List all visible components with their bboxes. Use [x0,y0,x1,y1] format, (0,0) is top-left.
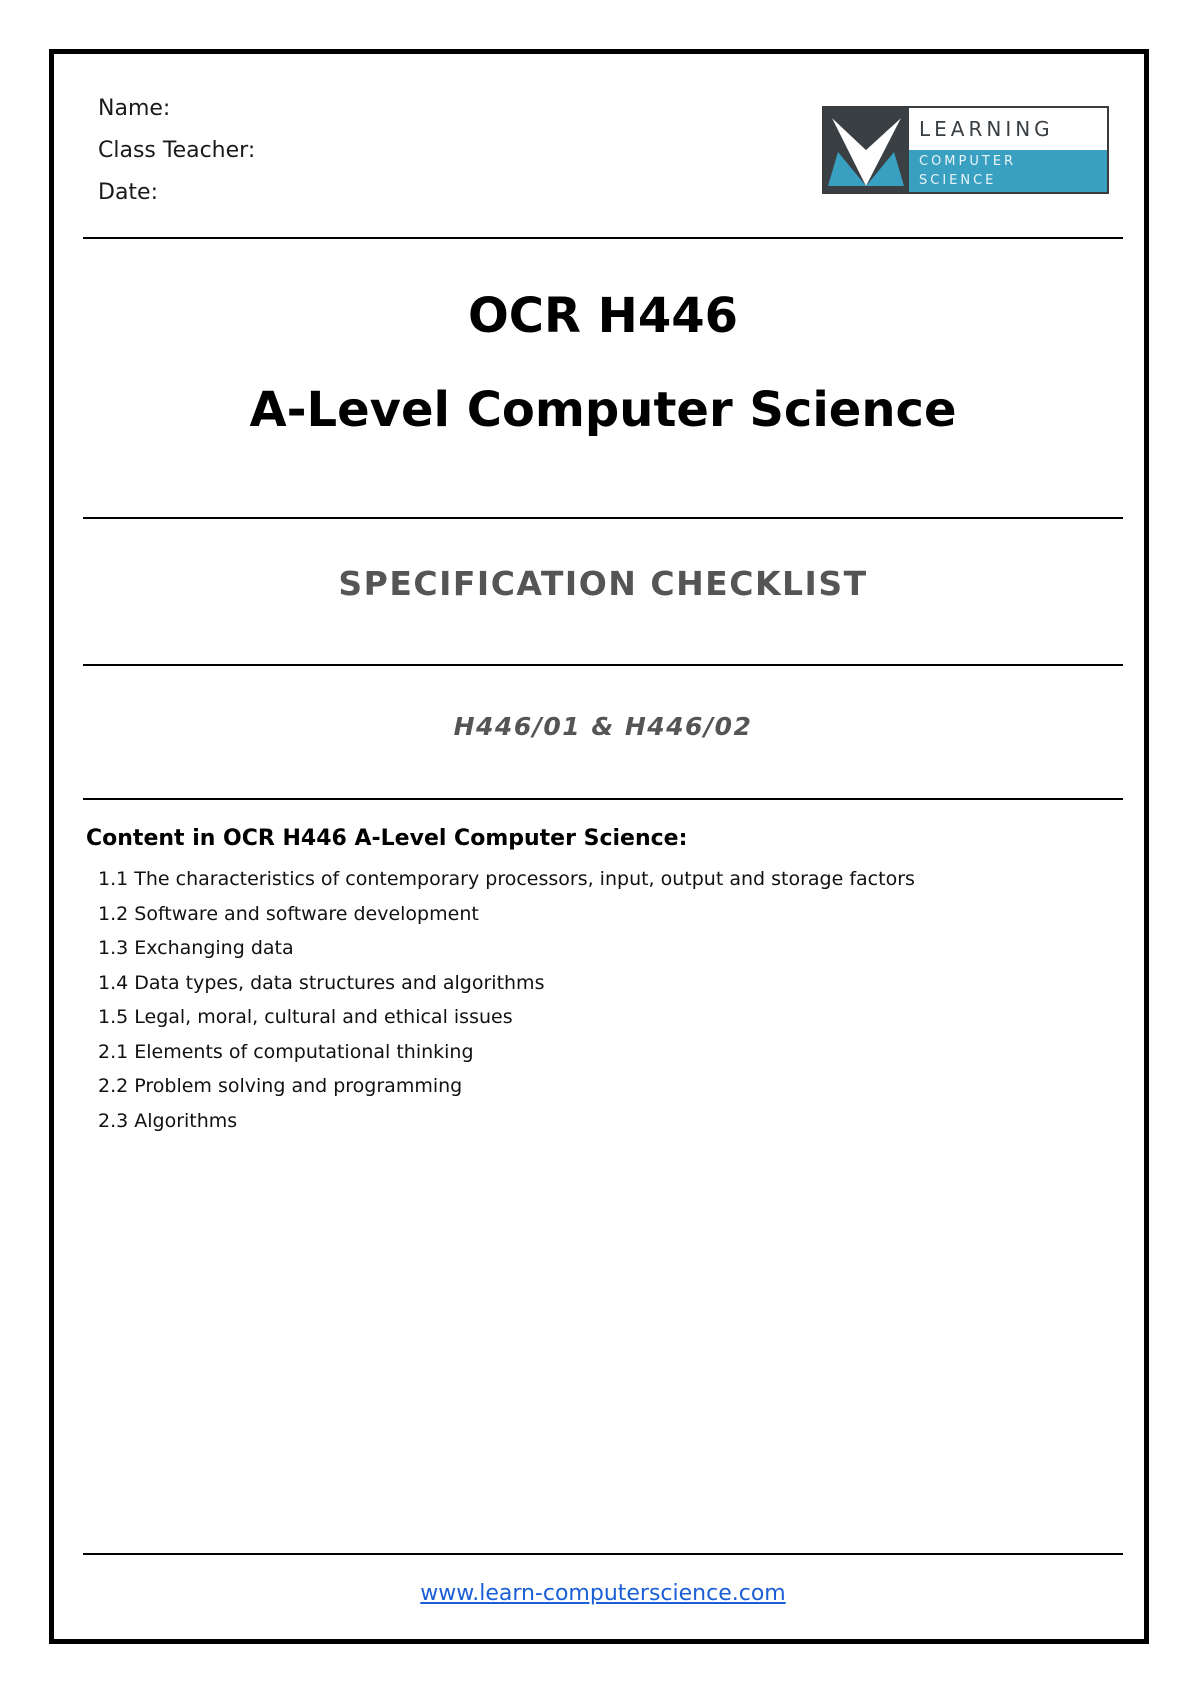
title-line-1: OCR H446 [467,288,739,344]
logo-wordmark-top: LEARNING [909,108,1107,150]
student-details [98,88,255,214]
list-item: 1.2 Software and software development [98,902,479,925]
list-item: 2.2 Problem solving and programming [98,1075,463,1097]
list-item: 1.4 Data types, data structures and algorithms [98,971,545,994]
content-heading: Content in OCR H446 A-Level Computer Science: [86,826,688,851]
class-teacher-label: Class Teacher: [98,138,256,163]
logo-wordmark-bottom [909,150,1107,192]
website-link[interactable]: www.learn-computerscience.com [420,1581,786,1606]
divider [83,237,1123,239]
divider [83,798,1123,800]
paper-codes: H446/01 & H446/02 [453,712,753,741]
logo-line-science: SCIENCE [919,173,997,188]
logo-line-computer: COMPUTER [919,154,1017,169]
divider [83,1553,1123,1555]
date-label: Date: [98,180,158,205]
divider [83,517,1123,519]
list-item: 1.5 Legal, moral, cultural and ethical issues [98,1006,513,1028]
name-label: Name: [98,96,171,121]
subtitle: SPECIFICATION CHECKLIST [338,564,868,603]
list-item: 2.1 Elements of computational thinking [98,1040,474,1063]
list-item: 1.1 The characteristics of contemporary processors, input, output and storage factors [98,868,915,890]
content-list [98,862,915,1138]
list-item: 1.3 Exchanging data [98,937,294,959]
title-line-2: A-Level Computer Science [249,382,957,438]
divider [83,664,1123,666]
list-item: 2.3 Algorithms [98,1109,238,1132]
logo-mark-icon [824,108,909,192]
learning-computer-science-logo [822,106,1109,194]
